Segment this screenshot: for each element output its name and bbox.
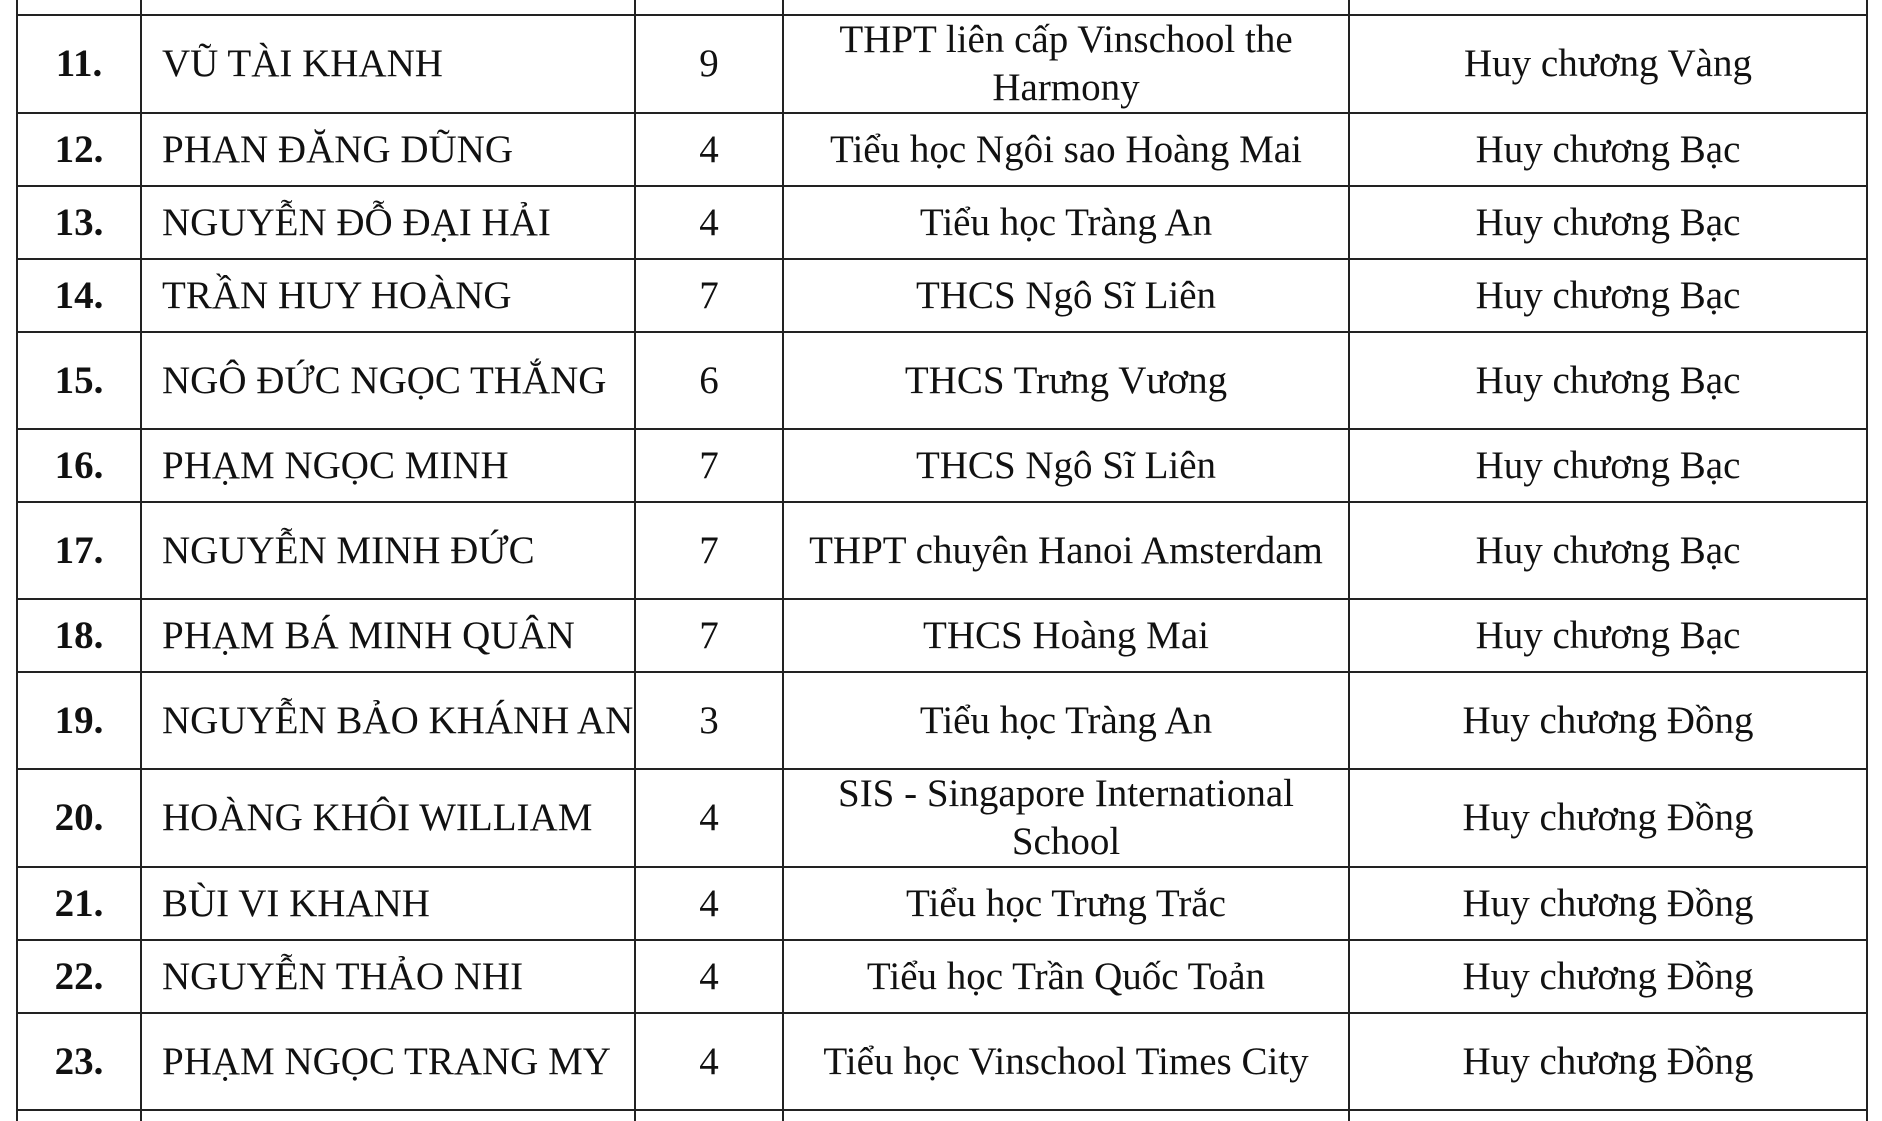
table-cell [635, 1110, 783, 1121]
school-name: Tiểu học Ngôi sao Hoàng Mai [783, 113, 1349, 186]
school-name: THCS Hoàng Mai [783, 599, 1349, 672]
grade: 7 [635, 429, 783, 502]
award: Huy chương Bạc [1349, 429, 1867, 502]
grade: 7 [635, 259, 783, 332]
grade: 9 [635, 15, 783, 113]
table-cell [141, 1110, 635, 1121]
award: Huy chương Bạc [1349, 186, 1867, 259]
award: Huy chương Đồng [1349, 867, 1867, 940]
table-row [17, 867, 1867, 940]
row-number: 18. [17, 599, 141, 672]
table-row [17, 332, 1867, 429]
school-name: SIS - Singapore International School [783, 769, 1349, 867]
school-name: THPT liên cấp Vinschool the Harmony [783, 15, 1349, 113]
grade: 7 [635, 502, 783, 599]
school-name: Tiểu học Vinschool Times City [783, 1013, 1349, 1110]
grade: 7 [635, 599, 783, 672]
student-name: PHẠM NGỌC TRANG MY [141, 1013, 635, 1110]
table-cell [1349, 1110, 1867, 1121]
student-name: PHAN ĐĂNG DŨNG [141, 113, 635, 186]
row-number: 16. [17, 429, 141, 502]
grade: 4 [635, 113, 783, 186]
award: Huy chương Bạc [1349, 502, 1867, 599]
table-cell [141, 0, 635, 15]
student-name: PHẠM NGỌC MINH [141, 429, 635, 502]
table-row [17, 113, 1867, 186]
table-row [17, 186, 1867, 259]
table-row [17, 502, 1867, 599]
grade: 4 [635, 1013, 783, 1110]
award: Huy chương Vàng [1349, 15, 1867, 113]
student-name: NGUYỄN BẢO KHÁNH AN [141, 672, 635, 769]
row-number: 12. [17, 113, 141, 186]
table-row [17, 769, 1867, 867]
table-row-partial-top [17, 0, 1867, 15]
table-cell [17, 0, 141, 15]
grade: 4 [635, 867, 783, 940]
grade: 6 [635, 332, 783, 429]
table-row [17, 672, 1867, 769]
award: Huy chương Đồng [1349, 769, 1867, 867]
school-name: THPT chuyên Hanoi Amsterdam [783, 502, 1349, 599]
table-row-partial-bottom [17, 1110, 1867, 1121]
row-number: 13. [17, 186, 141, 259]
student-name: TRẦN HUY HOÀNG [141, 259, 635, 332]
table-cell [1349, 0, 1867, 15]
row-number: 23. [17, 1013, 141, 1110]
row-number: 15. [17, 332, 141, 429]
table-row [17, 940, 1867, 1013]
row-number: 14. [17, 259, 141, 332]
row-number: 21. [17, 867, 141, 940]
award: Huy chương Đồng [1349, 672, 1867, 769]
table-row [17, 599, 1867, 672]
results-table [16, 0, 1868, 1121]
student-name: VŨ TÀI KHANH [141, 15, 635, 113]
row-number: 20. [17, 769, 141, 867]
school-name: THCS Trưng Vương [783, 332, 1349, 429]
table-cell [17, 1110, 141, 1121]
table-cell [783, 1110, 1349, 1121]
award: Huy chương Bạc [1349, 259, 1867, 332]
award: Huy chương Đồng [1349, 1013, 1867, 1110]
row-number: 19. [17, 672, 141, 769]
school-name: THCS Ngô Sĩ Liên [783, 429, 1349, 502]
school-name: THCS Ngô Sĩ Liên [783, 259, 1349, 332]
award: Huy chương Bạc [1349, 599, 1867, 672]
grade: 4 [635, 940, 783, 1013]
school-name: Tiểu học Trưng Trắc [783, 867, 1349, 940]
grade: 4 [635, 769, 783, 867]
row-number: 11. [17, 15, 141, 113]
award: Huy chương Đồng [1349, 940, 1867, 1013]
school-name: Tiểu học Trần Quốc Toản [783, 940, 1349, 1013]
table-cell [783, 0, 1349, 15]
table-row [17, 1013, 1867, 1110]
table-cell [635, 0, 783, 15]
student-name: NGUYỄN THẢO NHI [141, 940, 635, 1013]
student-name: HOÀNG KHÔI WILLIAM [141, 769, 635, 867]
grade: 3 [635, 672, 783, 769]
award: Huy chương Bạc [1349, 113, 1867, 186]
student-name: BÙI VI KHANH [141, 867, 635, 940]
grade: 4 [635, 186, 783, 259]
award: Huy chương Bạc [1349, 332, 1867, 429]
row-number: 17. [17, 502, 141, 599]
school-name: Tiểu học Tràng An [783, 186, 1349, 259]
school-name: Tiểu học Tràng An [783, 672, 1349, 769]
table-row [17, 429, 1867, 502]
student-name: NGÔ ĐỨC NGỌC THẮNG [141, 332, 635, 429]
row-number: 22. [17, 940, 141, 1013]
student-name: NGUYỄN MINH ĐỨC [141, 502, 635, 599]
table-row [17, 259, 1867, 332]
student-name: PHẠM BÁ MINH QUÂN [141, 599, 635, 672]
student-name: NGUYỄN ĐỖ ĐẠI HẢI [141, 186, 635, 259]
table-row [17, 15, 1867, 113]
